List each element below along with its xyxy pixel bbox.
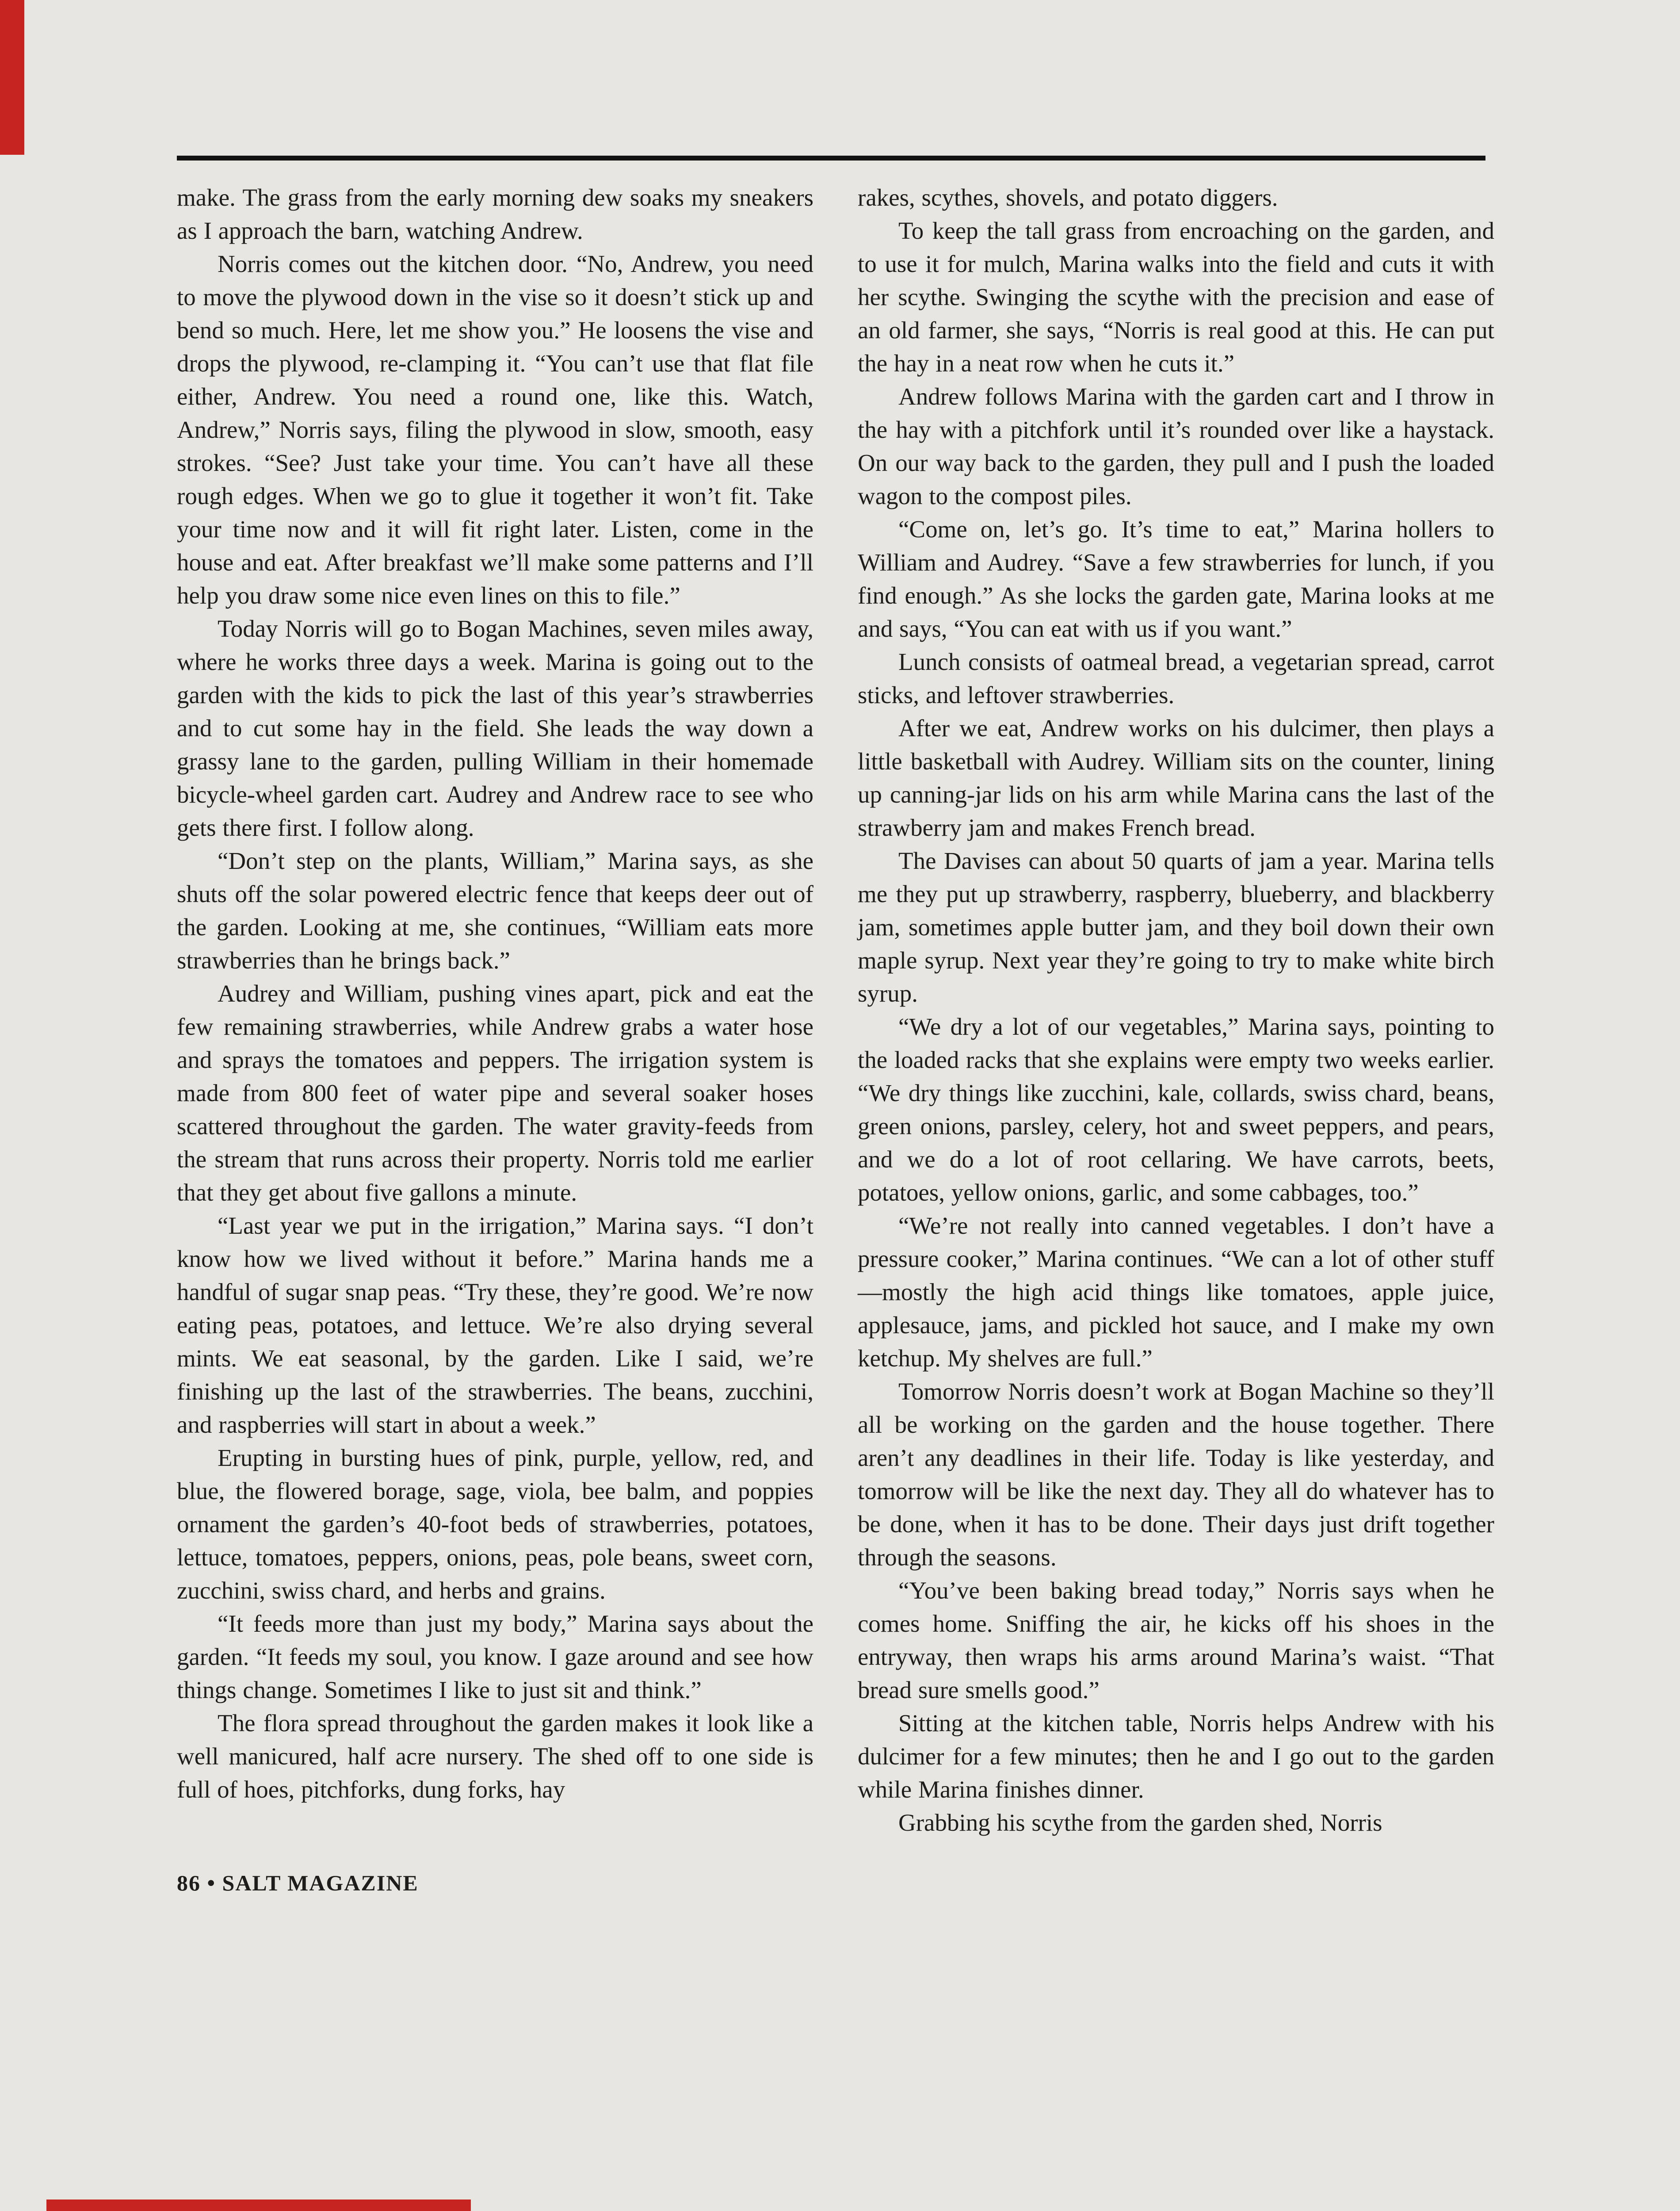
right-column: [858, 181, 1494, 1839]
paragraph: Audrey and William, pushing vines apart, pick and eat the few remaining strawberries, while Andrew grabs a water hose and sprays the tomatoes and peppers. The irrigation system is made from 800 feet of water pipe and several soaker hoses scattered throughout the garden. The water gravity-feeds from the stream that runs across their property. Norris told me earlier that they get about five gallons a minute.: [177, 980, 813, 1206]
paragraph: After we eat, Andrew works on his dulcimer, then plays a little basketball with Audrey. William sits on the counter, lining up canning-jar lids on his arm while Marina cans the last of the strawberry jam and makes French bread.: [858, 715, 1494, 841]
paragraph: “We’re not really into canned vegetables. I don’t have a pressure cooker,” Marina continues. “We can a lot of other stuff—mostly the high acid things like tomatoes, apple juice, applesauce, jams, and pickled hot sauce, and I make my own ketchup. My shelves are full.”: [858, 1212, 1494, 1372]
paragraph: Sitting at the kitchen table, Norris helps Andrew with his dulcimer for a few minutes; then he and I go out to the garden while Marina finishes dinner.: [858, 1710, 1494, 1803]
paragraph: The Davises can about 50 quarts of jam a year. Marina tells me they put up strawberry, raspberry, blueberry, and blackberry jam, sometimes apple butter jam, and they boil down their own maple syrup. Next year they’re going to try to make white birch syrup.: [858, 847, 1494, 1007]
paragraph: “We dry a lot of our vegetables,” Marina says, pointing to the loaded racks that she explains were empty two weeks earlier. “We dry things like zucchini, kale, collards, swiss chard, beans, green onions, parsley, celery, hot and sweet peppers, and pears, and we do a lot of root cellaring. We have carrots, beets, potatoes, yellow onions, garlic, and some cabbages, too.”: [858, 1013, 1494, 1206]
paragraph: Norris comes out the kitchen door. “No, Andrew, you need to move the plywood down in the vise so it doesn’t stick up and bend so much. Here, let me show you.” He loosens the vise and drops the plywood, re-clamping it. “You can’t use that flat file either, Andrew. You need a round one, like this. Watch, Andrew,” Norris says, filing the plywood in slow, smooth, easy strokes. “See? Just take your time. You can’t have all these rough edges. When we go to glue it together it won’t fit. Take your time now and it will fit right later. Listen, come in the house and eat. After breakfast we’ll make some patterns and I’ll help you draw some nice even lines on this to file.”: [177, 250, 813, 609]
page-content: [177, 156, 1494, 1896]
paragraph: make. The grass from the early morning dew soaks my sneakers as I approach the barn, watching Andrew.: [177, 184, 813, 244]
page-footer: 86 • SALT MAGAZINE: [177, 1871, 419, 1895]
paragraph: “Come on, let’s go. It’s time to eat,” Marina hollers to William and Audrey. “Save a few strawberries for lunch, if you find enough.” As she locks the garden gate, Marina looks at me and says, “You can eat with us if you want.”: [858, 516, 1494, 642]
red-page-edge-top: [0, 0, 24, 155]
paragraph: To keep the tall grass from encroaching on the garden, and to use it for mulch, Marina walks into the field and cuts it with her scythe. Swinging the scythe with the precision and ease of an old farmer, she says, “Norris is real good at this. He can put the hay in a neat row when he cuts it.”: [858, 217, 1494, 377]
paragraph: “Last year we put in the irrigation,” Marina says. “I don’t know how we lived without it before.” Marina hands me a handful of sugar snap peas. “Try these, they’re good. We’re now eating peas, potatoes, and lettuce. We’re also drying several mints. We eat seasonal, by the garden. Like I said, we’re finishing up the last of the strawberries. The beans, zucchini, and raspberries will start in about a week.”: [177, 1212, 813, 1438]
paragraph: Erupting in bursting hues of pink, purple, yellow, red, and blue, the flowered borage, sage, viola, bee balm, and poppies ornament the garden’s 40-foot beds of strawberries, potatoes, lettuce, tomatoes, peppers, onions, peas, pole beans, sweet corn, zucchini, swiss chard, and herbs and grains.: [177, 1444, 813, 1604]
paragraph: Grabbing his scythe from the garden shed, Norris: [898, 1809, 1382, 1836]
red-page-edge-bottom: [46, 2200, 471, 2211]
text-columns: [177, 181, 1494, 1839]
left-column: [177, 181, 813, 1839]
paragraph: Lunch consists of oatmeal bread, a vegetarian spread, carrot sticks, and leftover strawberries.: [858, 648, 1494, 708]
paragraph: “Don’t step on the plants, William,” Marina says, as she shuts off the solar powered electric fence that keeps deer out of the garden. Looking at me, she continues, “William eats more strawberries than he brings back.”: [177, 847, 813, 974]
paragraph: rakes, scythes, shovels, and potato diggers.: [858, 184, 1278, 211]
paragraph: “It feeds more than just my body,” Marina says about the garden. “It feeds my soul, you know. I gaze around and see how things change. Sometimes I like to just sit and think.”: [177, 1610, 813, 1703]
paragraph: The flora spread throughout the garden makes it look like a well manicured, half acre nursery. The shed off to one side is full of hoes, pitchforks, dung forks, hay: [177, 1710, 813, 1803]
paragraph: Today Norris will go to Bogan Machines, seven miles away, where he works three days a week. Marina is going out to the garden with the kids to pick the last of this year’s strawberries and to cut some hay in the field. She leads the way down a grassy lane to the garden, pulling William in their homemade bicycle-wheel garden cart. Audrey and Andrew race to see who gets there first. I follow along.: [177, 615, 813, 841]
paragraph: Tomorrow Norris doesn’t work at Bogan Machine so they’ll all be working on the garden and the house together. There aren’t any deadlines in their life. Today is like yesterday, and tomorrow will be like the next day. They all do whatever has to be done, when it has to be done. Their days just drift together through the seasons.: [858, 1378, 1494, 1571]
paragraph: “You’ve been baking bread today,” Norris says when he comes home. Sniffing the air, he kicks off his shoes in the entryway, then wraps his arms around Marina’s waist. “That bread sure smells good.”: [858, 1577, 1494, 1703]
paragraph: Andrew follows Marina with the garden cart and I throw in the hay with a pitchfork until it’s rounded over like a haystack. On our way back to the garden, they pull and I push the loaded wagon to the compost piles.: [858, 383, 1494, 509]
top-rule: [177, 156, 1485, 161]
